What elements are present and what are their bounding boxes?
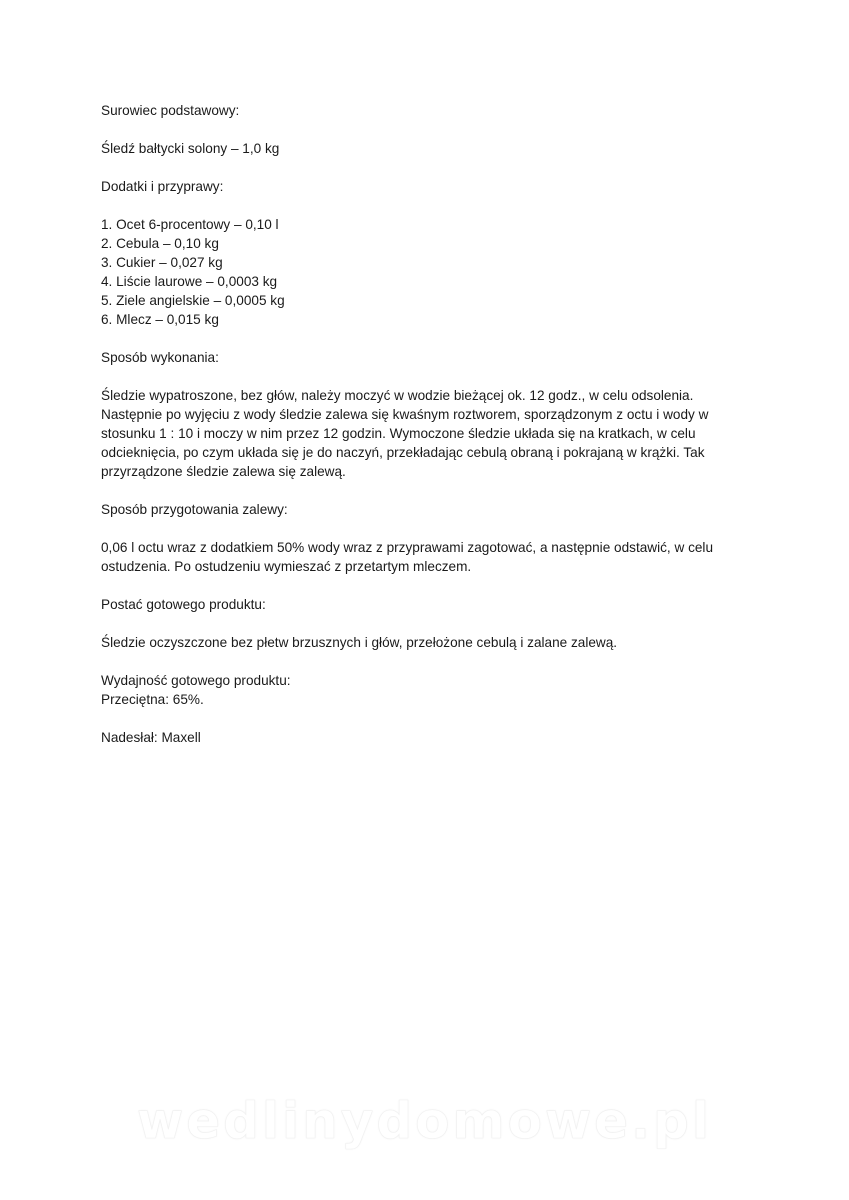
product-form-heading: Postać gotowego produktu: xyxy=(101,597,266,612)
method-line: stosunku 1 : 10 i moczy w nim przez 12 godzin. Wymoczone śledzie układa się na kratkach, w celu xyxy=(101,426,696,441)
marinade-line: ostudzenia. Po ostudzeniu wymieszać z przetartym mleczem. xyxy=(101,559,472,574)
marinade-line: 0,06 l octu wraz z dodatkiem 50% wody wraz z przyprawami zagotować, a następnie odstawić, w celu xyxy=(101,540,714,555)
method-line: przyrządzone śledzie zalewa się zalewą. xyxy=(101,464,346,479)
ingredient-item: 5. Ziele angielskie – 0,0005 kg xyxy=(101,293,285,308)
marinade-heading: Sposób przygotowania zalewy: xyxy=(101,502,288,517)
marinade-paragraph xyxy=(101,538,761,576)
method-line: Śledzie wypatroszone, bez głów, należy moczyć w wodzie bieżącej ok. 12 godz., w celu odsolenia. xyxy=(101,388,694,403)
method-line: Następnie po wyjęciu z wody śledzie zalewa się kwaśnym roztworem, sporządzonym z octu i wody w xyxy=(101,407,709,422)
ingredient-item: 3. Cukier – 0,027 kg xyxy=(101,255,223,270)
ingredient-item: 2. Cebula – 0,10 kg xyxy=(101,236,219,251)
watermark: wedlinydomowe.pl xyxy=(137,1092,712,1150)
sender: Nadesłał: Maxell xyxy=(101,730,201,745)
recipe-content xyxy=(101,101,761,766)
ingredients-list xyxy=(101,215,761,329)
ingredient-item: 6. Mlecz – 0,015 kg xyxy=(101,312,219,327)
additives-heading: Dodatki i przyprawy: xyxy=(101,179,224,194)
raw-material-heading: Surowiec podstawowy: xyxy=(101,103,240,118)
product-form: Śledzie oczyszczone bez płetw brzusznych i głów, przełożone cebulą i zalane zalewą. xyxy=(101,635,618,650)
yield-heading: Wydajność gotowego produktu: xyxy=(101,673,291,688)
yield-value: Przeciętna: 65%. xyxy=(101,692,204,707)
method-paragraph xyxy=(101,386,761,481)
ingredient-item: 1. Ocet 6-procentowy – 0,10 l xyxy=(101,217,279,232)
raw-material: Śledź bałtycki solony – 1,0 kg xyxy=(101,141,280,156)
ingredient-item: 4. Liście laurowe – 0,0003 kg xyxy=(101,274,278,289)
method-line: odcieknięcia, po czym układa się je do naczyń, przekładając cebulą obraną i pokrajaną w krążki. Tak xyxy=(101,445,705,460)
method-heading: Sposób wykonania: xyxy=(101,350,219,365)
